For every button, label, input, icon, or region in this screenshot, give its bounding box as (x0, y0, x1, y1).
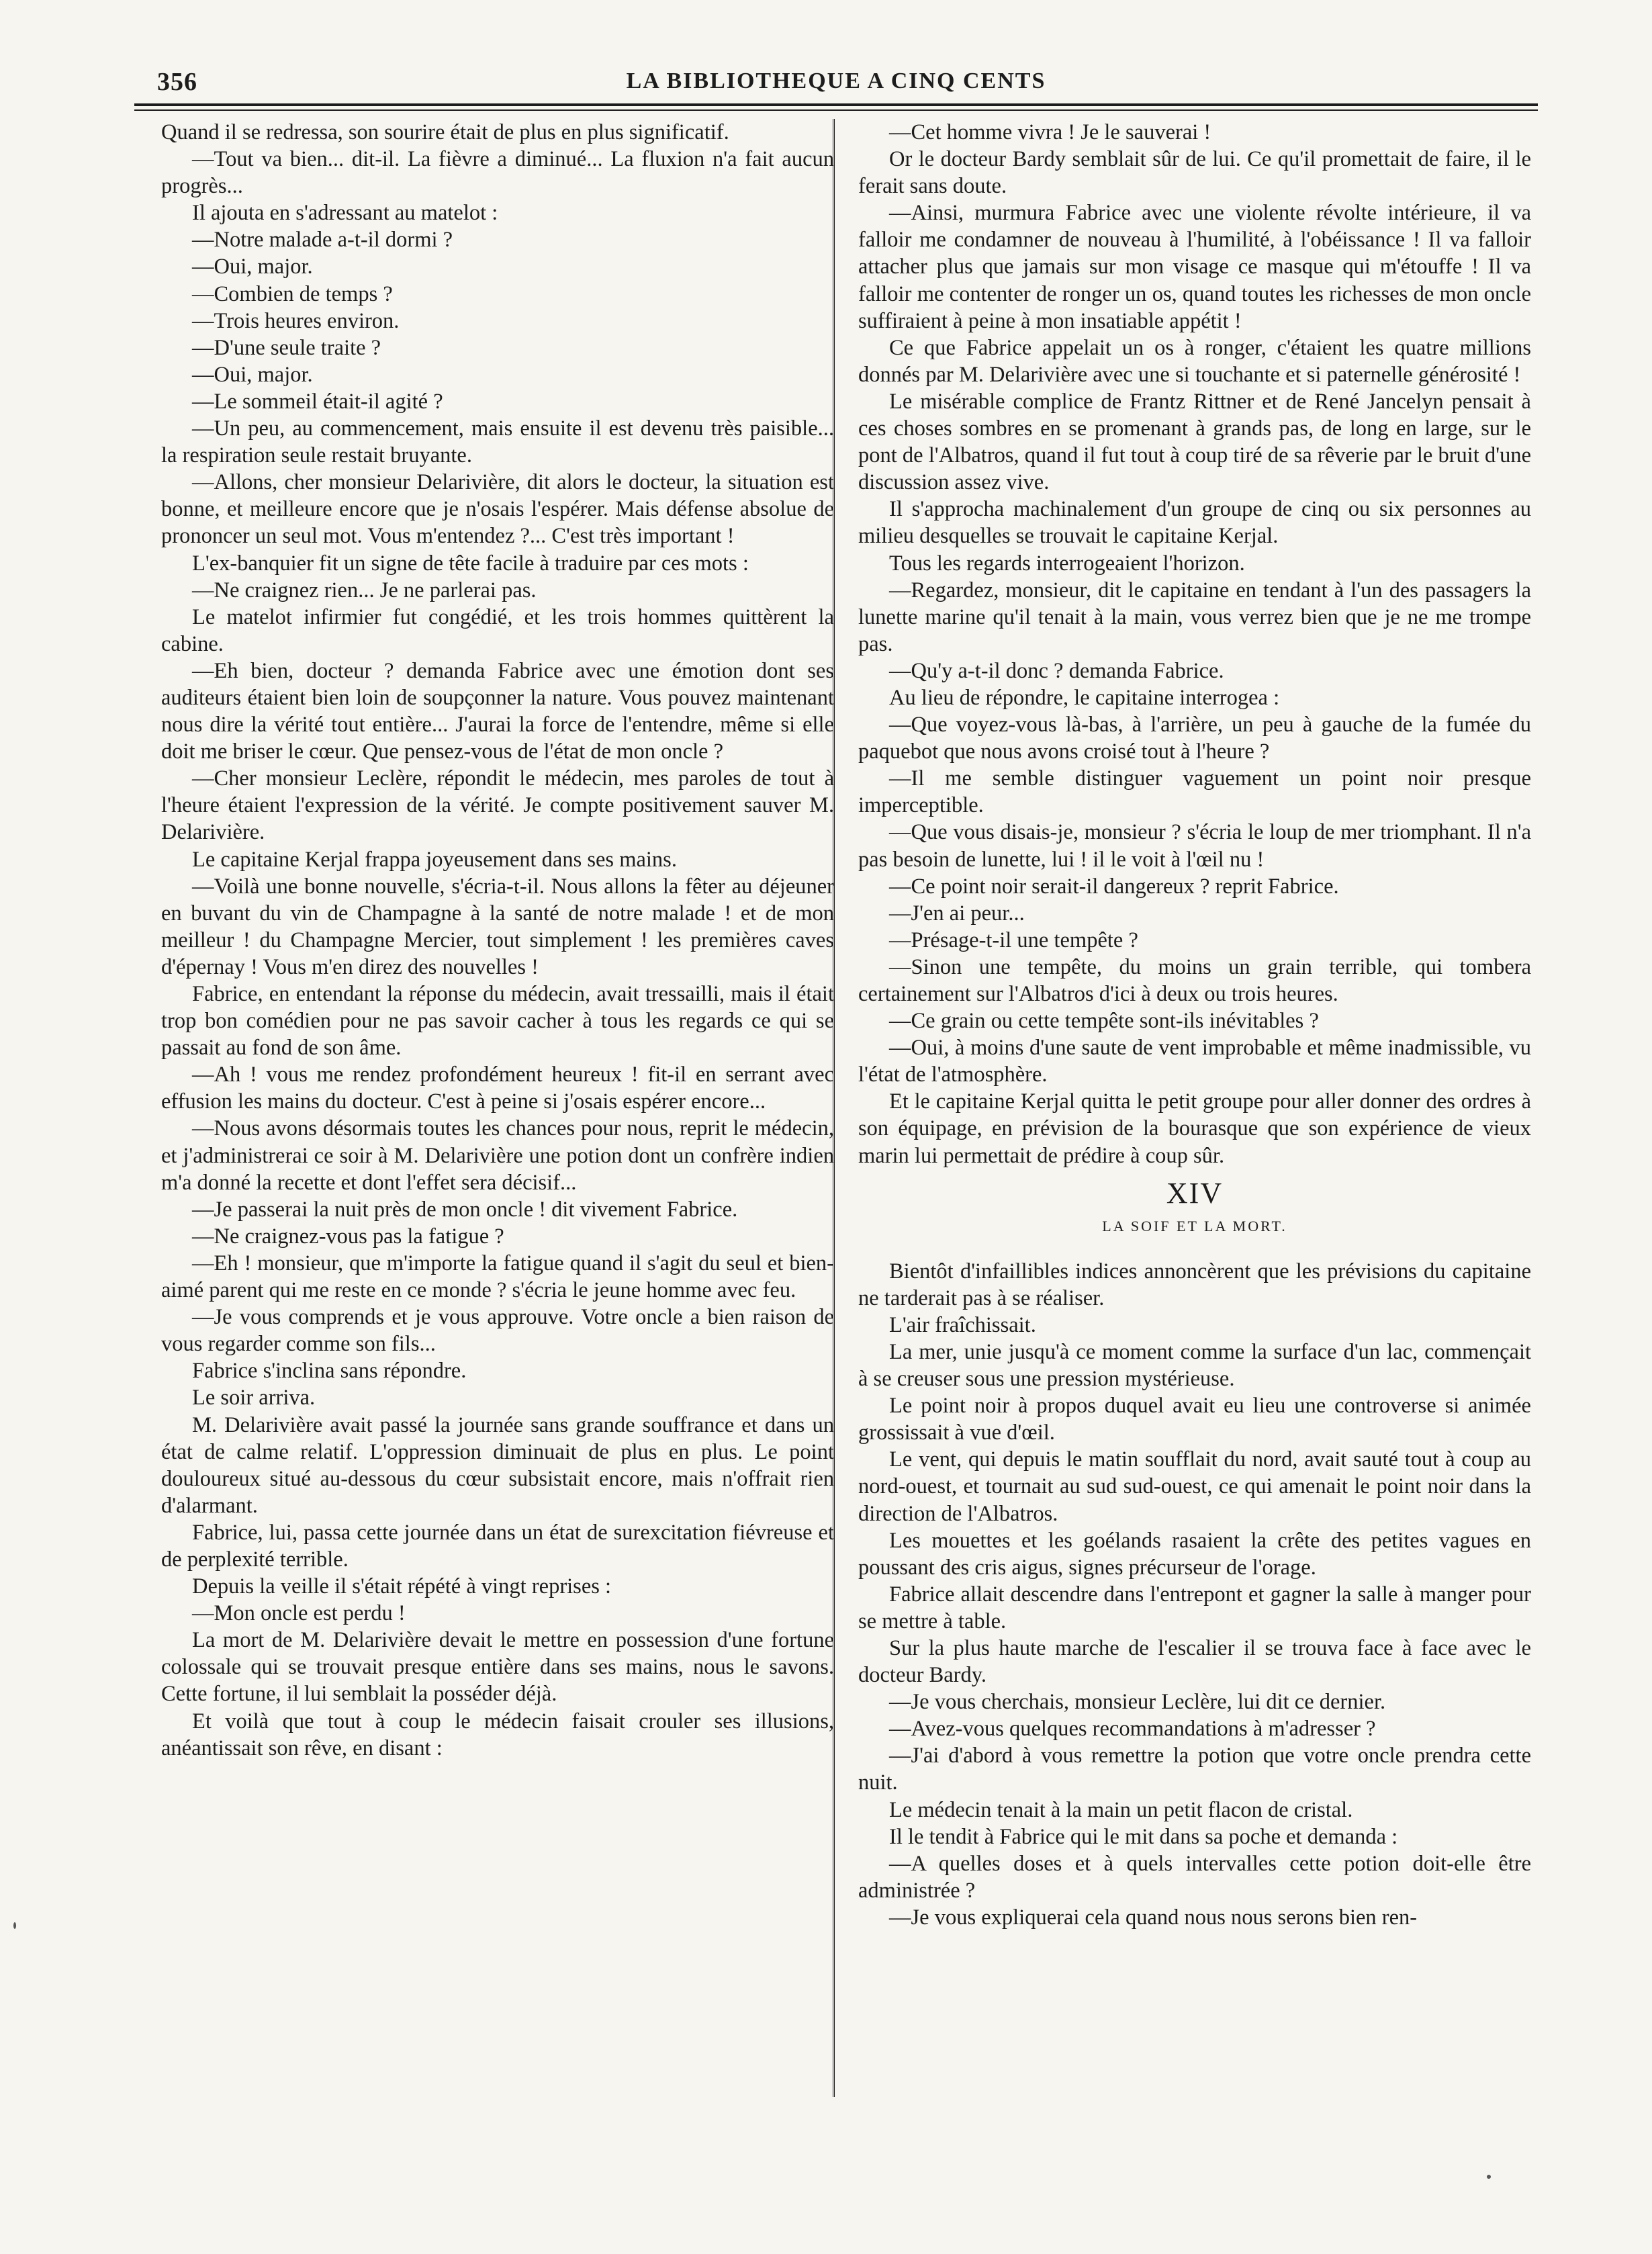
chapter-number: XIV (1166, 1176, 1224, 1210)
paragraph: Les mouettes et les goélands rasaient la crête des petites vagues en poussant des cris aigus, signes précurseur de l'orage. (858, 1528, 1531, 1580)
running-title: LA BIBLIOTHEQUE A CINQ CENTS (626, 69, 1046, 93)
paragraph: —Cet homme vivra ! Je le sauverai ! (889, 120, 1211, 144)
header-rule-thin (134, 109, 1538, 111)
paragraph: Le médecin tenait à la main un petit flacon de cristal. (889, 1797, 1353, 1822)
paragraph: —Oui, à moins d'une saute de vent improbable et même inadmissible, vu l'état de l'atmosphère. (858, 1036, 1531, 1087)
running-head (134, 66, 1538, 103)
paragraph: La mort de M. Delarivière devait le mettre en possession d'une fortune colossale qui se trouvait presque entière dans ses mains, nous le savons. Cette fortune, il lui semblait la posséder déjà. (161, 1628, 834, 1707)
left-column (161, 119, 834, 1762)
paragraph: Il ajouta en s'adressant au matelot : (192, 201, 498, 226)
paragraph: —Je vous expliquerai cela quand nous nous serons bien ren- (889, 1905, 1418, 1930)
paragraph: Et voilà que tout à coup le médecin faisait crouler ses illusions, anéantissait son rêve, en disant : (161, 1709, 834, 1760)
header-rule-thick (134, 103, 1538, 106)
paragraph: Et le capitaine Kerjal quitta le petit groupe pour aller donner des ordres à son équipage, en prévision de la bourasque que son expérience de vieux marin lui permettait de prédire à coup sûr. (858, 1089, 1531, 1168)
paragraph: —Avez-vous quelques recommandations à m'adresser ? (889, 1717, 1376, 1742)
paragraph: —Eh bien, docteur ? demanda Fabrice avec une émotion dont ses auditeurs étaient bien loin de soupçonner la nature. Vous pouvez maintenant nous dire la vérité tout entière... J'aurai la force de l'entendre, même si elle doit me briser le cœur. Que pensez-vous de l'état de mon oncle ? (161, 658, 834, 764)
paragraph: —Notre malade a-t-il dormi ? (192, 228, 453, 253)
paragraph: —Oui, major. (192, 362, 313, 387)
paragraph: —Présage-t-il une tempête ? (889, 928, 1138, 952)
paragraph: Au lieu de répondre, le capitaine interrogea : (889, 685, 1280, 710)
paragraph: —Combien de temps ? (192, 281, 393, 306)
page-number: 356 (157, 68, 197, 96)
paragraph: Il le tendit à Fabrice qui le mit dans sa poche et demanda : (889, 1824, 1398, 1849)
paragraph: —Nous avons désormais toutes les chances pour nous, reprit le médecin, et j'administrerai ce soir à M. Delarivière une potion dont un confrère indien m'a donné la recette et dont l'effet sera décisif... (161, 1116, 834, 1195)
paragraph: —D'une seule traite ? (192, 335, 381, 360)
paragraph: —Ne craignez-vous pas la fatigue ? (192, 1224, 504, 1249)
paragraph: —Il me semble distinguer vaguement un point noir presque imperceptible. (858, 766, 1531, 818)
paragraph: Ce que Fabrice appelait un os à ronger, c'étaient les quatre millions donnés par M. Delarivière avec une si touchante et si paternelle générosité ! (858, 335, 1531, 387)
paragraph: —Ainsi, murmura Fabrice avec une violente révolte intérieure, il va falloir me condamner de nouveau à l'humilité, à l'obéissance ! Il va falloir attacher plus que jamais sur mon visage ce masque qui m'étouffe ! Il va falloir me contenter de ronger un os, quand toutes les richesses de mon oncle suffiraient à peine à mon insatiable appétit ! (858, 201, 1531, 333)
book-page (134, 66, 1538, 2147)
paragraph: Le matelot infirmier fut congédié, et les trois hommes quittèrent la cabine. (161, 604, 834, 656)
paragraph: M. Delarivière avait passé la journée sans grande souffrance et dans un état de calme relatif. L'oppression diminuait de plus en plus. Le point douloureux situé au-dessous du cœur subsistait encore, mais n'offrait rien d'alarmant. (161, 1412, 834, 1518)
paragraph: —Qu'y a-t-il donc ? demanda Fabrice. (889, 658, 1224, 683)
paragraph: Fabrice, lui, passa cette journée dans un état de surexcitation fiévreuse et de perplexité terrible. (161, 1520, 834, 1572)
paragraph: —Ah ! vous me rendez profondément heureux ! fit-il en serrant avec effusion les mains du docteur. C'est à peine si j'osais espérer encore... (161, 1063, 834, 1114)
paragraph: Fabrice, en entendant la réponse du médecin, avait tressailli, mais il était trop bon comédien pour ne pas savoir cacher à tous les regards ce qui se passait au fond de son âme. (161, 982, 834, 1061)
paragraph: Le misérable complice de Frantz Rittner et de René Jancelyn pensait à ces choses sombres en se promenant à grands pas, de long en large, sur le pont de l'Albatros, quand il fut tout à coup tiré de sa rêverie par le bruit d'une discussion assez vive. (858, 389, 1531, 495)
paragraph: —Le sommeil était-il agité ? (192, 389, 443, 414)
paragraph: —Eh ! monsieur, que m'importe la fatigue quand il s'agit du seul et bien-aimé parent qui me reste en ce monde ? s'écria le jeune homme avec feu. (161, 1251, 834, 1303)
paragraph: Sur la plus haute marche de l'escalier il se trouva face à face avec le docteur Bardy. (858, 1635, 1531, 1688)
paragraph: —Voilà une bonne nouvelle, s'écria-t-il. Nous allons la fêter au déjeuner en buvant du vin de Champagne à la santé de notre malade ! et de mon meilleur ! du Champagne Mercier, tout simplement ! les premières caves d'épernay ! Vous m'en direz des nouvelles ! (161, 874, 834, 979)
paragraph: —Je passerai la nuit près de mon oncle ! dit vivement Fabrice. (192, 1197, 738, 1222)
chapter-title: LA SOIF ET LA MORT. (1102, 1217, 1287, 1234)
text-columns (134, 119, 1538, 2147)
paragraph: —Regardez, monsieur, dit le capitaine en tendant à l'un des passagers la lunette marine qu'il tenait à la main, vous verrez bien que je ne me trompe pas. (858, 578, 1531, 656)
paragraph: Or le docteur Bardy semblait sûr de lui. Ce qu'il promettait de faire, il le ferait sans doute. (858, 147, 1531, 199)
paragraph: —Allons, cher monsieur Delarivière, dit alors le docteur, la situation est bonne, et meilleure encore que je n'osais l'espérer. Mais défense absolue de prononcer un seul mot. Vous m'entendez ?... C'est très important ! (161, 470, 834, 549)
column-divider (833, 119, 837, 2097)
print-speck (1487, 2175, 1491, 2179)
paragraph: —Trois heures environ. (192, 308, 400, 333)
paragraph: L'air fraîchissait. (889, 1312, 1036, 1337)
paragraph: —Ce point noir serait-il dangereux ? reprit Fabrice. (889, 874, 1339, 899)
right-column-lower (858, 1258, 1531, 1931)
print-speck (13, 1922, 16, 1929)
paragraph: Le vent, qui depuis le matin soufflait du nord, avait sauté tout à coup au nord-ouest, et tournait au sud sud-ouest, ce qui amenait le point noir dans la direction de l'Albatros. (858, 1447, 1531, 1526)
paragraph: Bientôt d'infaillibles indices annoncèrent que les prévisions du capitaine ne tarderait pas à se réaliser. (858, 1259, 1531, 1310)
paragraph: —J'ai d'abord à vous remettre la potion que votre oncle prendra cette nuit. (858, 1744, 1531, 1795)
paragraph: —Sinon une tempête, du moins un grain terrible, qui tombera certainement sur l'Albatros d'ici à deux ou trois heures. (858, 954, 1531, 1006)
paragraph: Le point noir à propos duquel avait eu lieu une controverse si animée grossissait à vue d'œil. (858, 1394, 1531, 1445)
paragraph: La mer, unie jusqu'à ce moment comme la surface d'un lac, commençait à se creuser sous une pression mystérieuse. (858, 1339, 1531, 1392)
paragraph: —Oui, major. (192, 255, 313, 279)
paragraph: Fabrice s'inclina sans répondre. (192, 1359, 467, 1384)
paragraph: Il s'approcha machinalement d'un groupe de cinq ou six personnes au milieu desquelles se trouvait le capitaine Kerjal. (858, 497, 1531, 549)
paragraph: Quand il se redressa, son sourire était de plus en plus significatif. (161, 120, 729, 144)
paragraph: —Je vous cherchais, monsieur Leclère, lui dit ce dernier. (889, 1690, 1386, 1715)
right-column (858, 119, 1531, 1931)
paragraph: —Un peu, au commencement, mais ensuite il est devenu très paisible... la respiration seule restait bruyante. (161, 416, 834, 468)
paragraph: Depuis la veille il s'était répété à vingt reprises : (192, 1574, 612, 1599)
paragraph: L'ex-banquier fit un signe de tête facile à traduire par ces mots : (192, 551, 749, 576)
paragraph: —Tout va bien... dit-il. La fièvre a diminué... La fluxion n'a fait aucun progrès... (161, 147, 834, 199)
paragraph: Tous les regards interrogeaient l'horizon. (889, 551, 1245, 576)
paragraph: —A quelles doses et à quels intervalles cette potion doit-elle être administrée ? (858, 1851, 1531, 1903)
paragraph: —Ce grain ou cette tempête sont-ils inévitables ? (889, 1009, 1319, 1034)
paragraph: —Mon oncle est perdu ! (192, 1601, 406, 1626)
paragraph: —Je vous comprends et je vous approuve. Votre oncle a bien raison de vous regarder comme son fils... (161, 1305, 834, 1357)
paragraph: —Ne craignez rien... Je ne parlerai pas. (192, 578, 537, 602)
paragraph: Fabrice allait descendre dans l'entrepont et gagner la salle à manger pour se mettre à table. (858, 1582, 1531, 1633)
paragraph: Le soir arriva. (192, 1386, 316, 1410)
right-column-upper (858, 119, 1531, 1169)
paragraph: Le capitaine Kerjal frappa joyeusement dans ses mains. (192, 847, 677, 872)
paragraph: —Que vous disais-je, monsieur ? s'écria le loup de mer triomphant. Il n'a pas besoin de lunette, lui ! il le voit à l'œil nu ! (858, 820, 1531, 872)
paragraph: —Que voyez-vous là-bas, à l'arrière, un peu à gauche de la fumée du paquebot que nous avons croisé tout à l'heure ? (858, 713, 1531, 764)
paragraph: —Cher monsieur Leclère, répondit le médecin, mes paroles de tout à l'heure étaient l'expression de la vérité. Je compte positivement sauver M. Delarivière. (161, 766, 834, 845)
paragraph: —J'en ai peur... (889, 901, 1025, 926)
